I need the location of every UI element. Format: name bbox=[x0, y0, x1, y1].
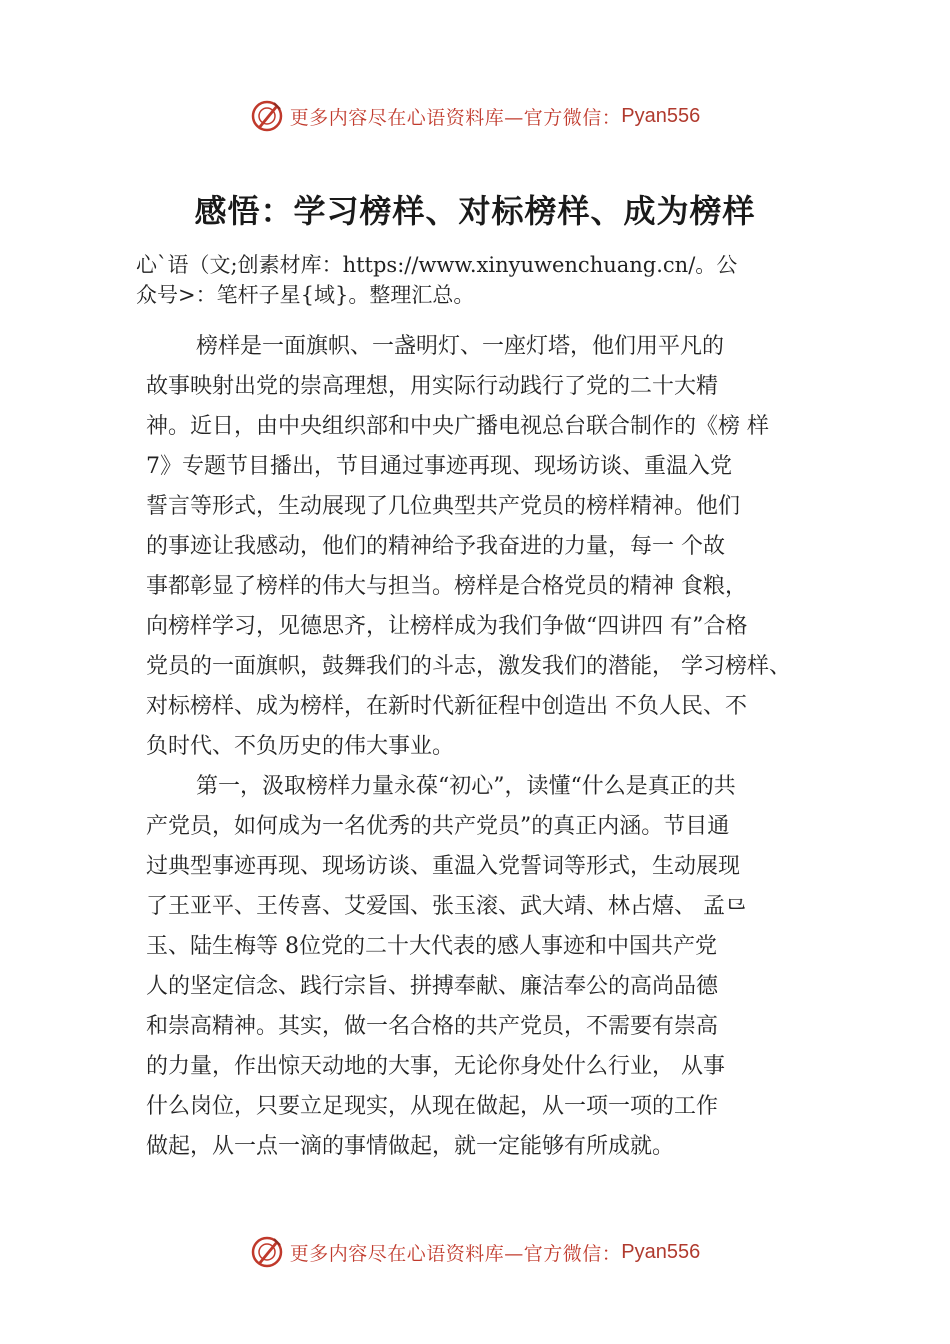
text-line: 7》专题节目播出，节目通过事迹再现、现场访谈、重温入党 bbox=[146, 454, 732, 479]
text-line: 的事迹让我感动，他们的精神给予我奋进的力量，每一 个故 bbox=[146, 534, 725, 559]
text-line: 做起，从一点一滴的事情做起，就一定能够有所成就。 bbox=[146, 1134, 675, 1159]
text-line: 向榜样学习，见德思齐，让榜样成为我们争做“四讲四 有”合格 bbox=[146, 614, 748, 639]
text-line: 过典型事迹再现、现场访谈、重温入党誓词等形式，生动展现 bbox=[146, 854, 741, 879]
text-line: 榜样是一面旗帜、一盏明灯、一座灯塔，他们用平凡的 bbox=[196, 334, 725, 359]
text-line: 的力量，作出惊天动地的大事，无论你身处什么行业， 从事 bbox=[146, 1054, 725, 1079]
paragraph-1 bbox=[146, 327, 846, 767]
source-line-2: 众号>：笔杆子星{域}。整理汇总。 bbox=[136, 283, 475, 307]
text-line: 神。近日，由中央组织部和中央广播电视总台联合制作的《榜 样 bbox=[146, 414, 769, 439]
pen-logo-icon bbox=[250, 99, 284, 133]
text-line: 了王亚平、王传喜、艾爱国、张玉滚、武大靖、林占熺、 孟⺋ bbox=[146, 894, 747, 919]
text-line: 誓言等形式，生动展现了几位典型共产党员的榜样精神。他们 bbox=[146, 494, 741, 519]
text-line: 玉、陆生梅等 8位党的二十大代表的感人事迹和中国共产党 bbox=[146, 934, 717, 959]
text-line: 事都彰显了榜样的伟大与担当。榜样是合格党员的精神 食粮， bbox=[146, 574, 747, 599]
text-line: 什么岗位，只要立足现实，从现在做起，从一项一项的工作 bbox=[146, 1094, 719, 1119]
wechat-id: Pyan556 bbox=[621, 1240, 701, 1263]
page-title: 感悟：学习榜样、对标榜样、成为榜样 bbox=[194, 192, 756, 230]
pen-logo-icon bbox=[250, 1235, 284, 1269]
text-line: 人的坚定信念、践行宗旨、拼搏奉献、廉洁奉公的高尚品德 bbox=[146, 974, 719, 999]
banner-text: 更多内容尽在心语资料库—官方微信： bbox=[289, 106, 622, 129]
banner-text: 更多内容尽在心语资料库—官方微信： bbox=[289, 1242, 622, 1265]
text-line: 负时代、不负历史的伟大事业。 bbox=[146, 734, 455, 759]
header-banner bbox=[0, 94, 950, 138]
text-line: 产党员，如何成为一名优秀的共产党员”的真正内涵。节目通 bbox=[146, 814, 730, 839]
text-line: 第一，汲取榜样力量永葆“初心”，读懂“什么是真正的共 bbox=[196, 774, 736, 799]
source-note bbox=[136, 250, 836, 310]
source-line-1: 心`语（文;创素材库：https://www.xinyuwenchuang.cn/。公 bbox=[136, 253, 738, 277]
paragraph-2 bbox=[146, 767, 846, 1167]
text-line: 党员的一面旗帜，鼓舞我们的斗志，激发我们的潜能， 学习榜样、 bbox=[146, 654, 791, 679]
footer-banner bbox=[0, 1230, 950, 1274]
wechat-id: Pyan556 bbox=[621, 104, 701, 127]
text-line: 对标榜样、成为榜样，在新时代新征程中创造出 不负人民、不 bbox=[146, 694, 747, 719]
text-line: 故事映射出党的崇高理想，用实际行动践行了党的二十大精 bbox=[146, 374, 719, 399]
text-line: 和崇高精神。其实，做一名合格的共产党员，不需要有崇高 bbox=[146, 1014, 719, 1039]
